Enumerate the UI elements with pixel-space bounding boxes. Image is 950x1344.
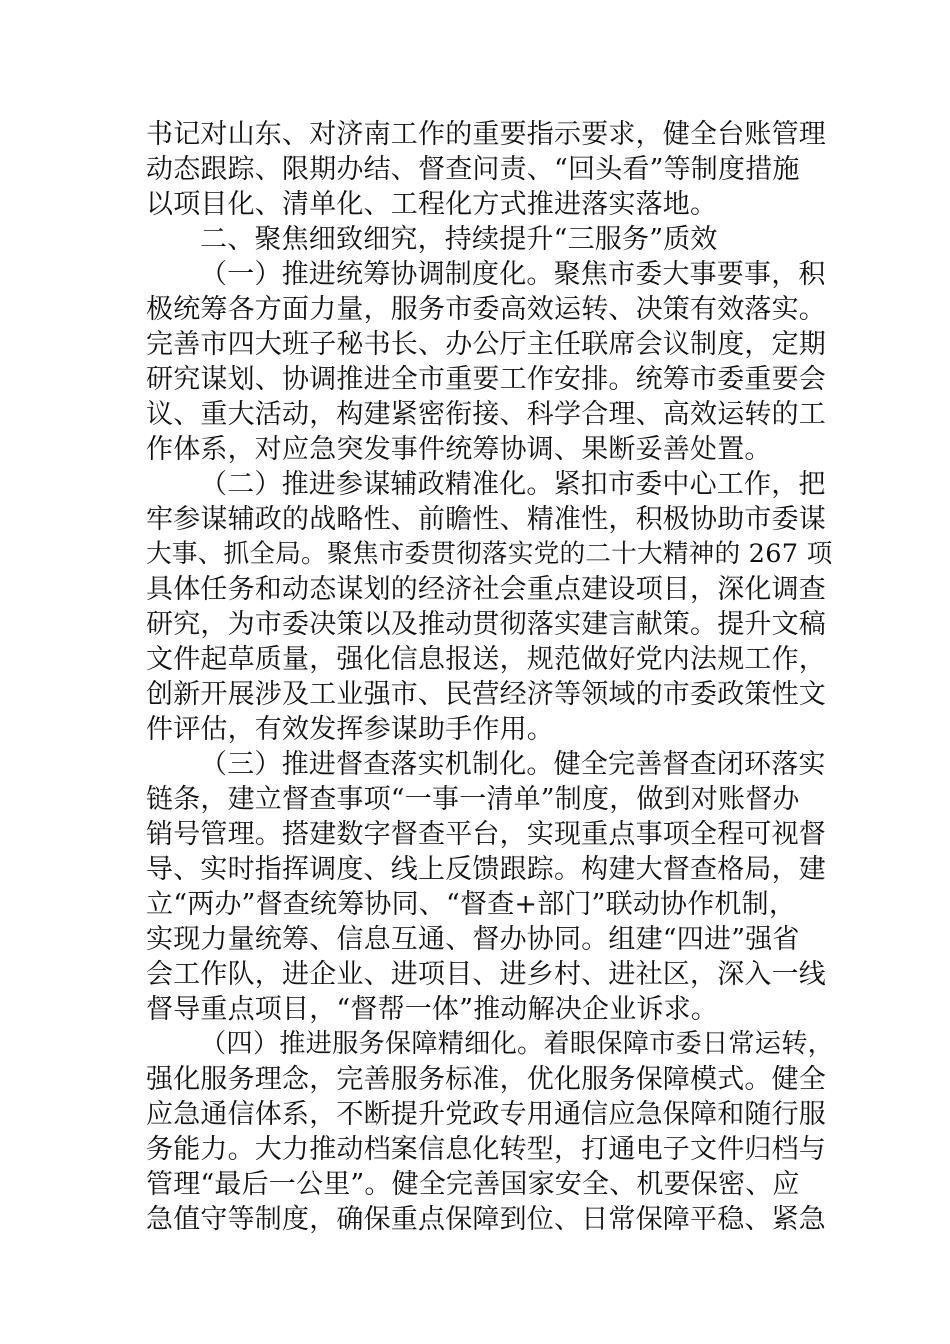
text-line: 研究谋划、协调推进全市重要工作安排。统筹市委重要会: [146, 364, 826, 395]
text-line: 极统筹各方面力量，服务市委高效运转、决策有效落实。: [146, 294, 826, 325]
text-line: 书记对山东、对济南工作的重要指示要求，健全台账管理: [146, 119, 826, 150]
text-line: 链条，建立督查事项“一事一清单”制度，做到对账督办: [146, 784, 800, 815]
paragraph-first-line: （一）推进统筹协调制度化。聚焦市委大事要事，积: [200, 259, 826, 290]
text-line: 销号管理。搭建数字督查平台，实现重点事项全程可视督: [146, 819, 826, 850]
text-line: 以项目化、清单化、工程化方式推进落实落地。: [146, 189, 718, 220]
document-body: [146, 117, 836, 1237]
text-line: 牢参谋辅政的战略性、前瞻性、精准性，积极协助市委谋: [146, 504, 826, 535]
text-line: 创新开展涉及工业强市、民营经济等领域的市委政策性文: [146, 679, 826, 710]
text-line: 动态跟踪、限期办结、督查问责、“回头看”等制度措施: [146, 154, 800, 185]
text-line: 导、实时指挥调度、线上反馈跟踪。构建大督查格局，建: [146, 854, 826, 885]
text-line: 议、重大活动，构建紧密衔接、科学合理、高效运转的工: [146, 399, 826, 430]
text-line: 急值守等制度，确保重点保障到位、日常保障平稳、紧急: [146, 1204, 826, 1235]
text-line: 务能力。大力推动档案信息化转型，打通电子文件归档与: [146, 1134, 826, 1165]
paragraph-first-line: （四）推进服务保障精细化。着眼保障市委日常运转，: [200, 1029, 835, 1059]
text-line: 应急通信体系，不断提升党政专用通信应急保障和随行服: [146, 1099, 826, 1130]
text-line: 完善市四大班子秘书长、办公厅主任联席会议制度，定期: [146, 329, 826, 360]
text-line: 会工作队，进企业、进项目、进乡村、进社区，深入一线: [146, 959, 826, 990]
text-line: 实现力量统筹、信息互通、督办协同。组建“四进”强省: [146, 924, 800, 955]
text-line: 件评估，有效发挥参谋助手作用。: [146, 714, 554, 745]
text-line: 文件起草质量，强化信息报送，规范做好党内法规工作，: [146, 644, 826, 675]
text-line: 立“两办”督查统筹协同、“督查+部门”联动协作机制，: [146, 889, 797, 920]
text-line: 作体系，对应急突发事件统筹协调、果断妥善处置。: [146, 434, 772, 465]
text-line: 具体任务和动态谋划的经济社会重点建设项目，深化调查: [146, 574, 826, 605]
paragraph-first-line: （三）推进督查落实机制化。健全完善督查闭环落实: [200, 749, 826, 780]
paragraph-first-line: （二）推进参谋辅政精准化。紧扣市委中心工作，把: [200, 469, 826, 500]
text-line: 大事、抓全局。聚焦市委贯彻落实党的二十大精神的 267 项: [146, 539, 833, 569]
text-line: 强化服务理念，完善服务标准，优化服务保障模式。健全: [146, 1064, 826, 1095]
text-line: 研究，为市委决策以及推动贯彻落实建言献策。提升文稿: [146, 609, 826, 640]
paragraph-first-line: 二、聚焦细致细究，持续提升“三服务”质效: [200, 224, 718, 255]
text-line: 管理“最后一公里”。健全完善国家安全、机要保密、应: [146, 1169, 800, 1200]
text-line: 督导重点项目，“督帮一体”推动解决企业诉求。: [146, 994, 719, 1025]
